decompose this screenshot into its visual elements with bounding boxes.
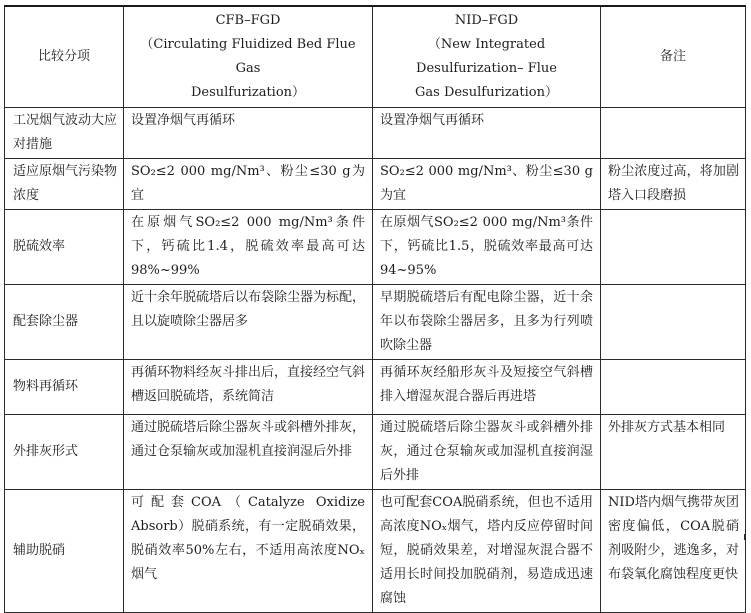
cfb-cell: 设置净烟气再循环	[124, 108, 373, 159]
note-cell	[601, 108, 746, 159]
note-cell	[601, 210, 746, 285]
header-cfb-line1: CFB–FGD	[215, 13, 281, 28]
row-label-cell: 脱硫效率	[5, 210, 124, 285]
cfb-cell: SO₂≤2 000 mg/Nm³、粉尘≤30 g为宜	[124, 159, 373, 210]
header-cfb-line3: Desulfurization）	[190, 85, 306, 100]
header-compare-item: 比较分项	[5, 6, 124, 108]
nid-cell: 设置净烟气再循环	[373, 108, 601, 159]
row-label-cell: 物料再循环	[5, 360, 124, 415]
header-row	[5, 6, 746, 108]
table-row-material-recirculation	[5, 360, 746, 415]
row-label-cell: 工况烟气波动大应对措施	[5, 108, 124, 159]
table-row-desulfurization-efficiency	[5, 210, 746, 285]
header-nid-line2: （New Integrated Desulfurization– Flue	[416, 37, 557, 76]
cfb-cell: 可配套COA（Catalyze Oxidize Absorb）脱硝系统，有一定脱硝效果，脱硝效率50%左右，不适用高浓度NOₓ烟气	[124, 490, 373, 613]
note-cell: 粉尘浓度过高，将加剧塔入口段磨损	[601, 159, 746, 210]
header-remark: 备注	[601, 6, 746, 108]
table-row-matched-dust-collector	[5, 285, 746, 360]
next-row-border-stub	[600, 534, 601, 540]
table-row-pollutant-concentration	[5, 159, 746, 210]
table-row-auxiliary-denitration	[5, 490, 746, 613]
fgd-comparison-table	[4, 5, 746, 613]
table-row-flue-gas-fluctuation	[5, 108, 746, 159]
header-cfb-line2: （Circulating Fluidized Bed Flue Gas	[140, 37, 356, 76]
next-row-border-stub	[744, 534, 745, 540]
row-label-cell: 配套除尘器	[5, 285, 124, 360]
header-cfb-fgd	[124, 6, 373, 108]
next-row-border-stub	[123, 534, 124, 540]
note-cell: NID塔内烟气携带灰团密度偏低，COA脱硝剂吸附少，逃逸多，对布袋氧化腐蚀程度更快	[601, 490, 746, 613]
cfb-cell: 再循环物料经灰斗排出后，直接经空气斜槽返回脱硫塔，系统简洁	[124, 360, 373, 415]
cfb-cell: 近十余年脱硫塔后以布袋除尘器为标配，且以旋喷除尘器居多	[124, 285, 373, 360]
header-nid-fgd	[373, 6, 601, 108]
header-nid-line3: Gas Desulfurization）	[415, 85, 558, 100]
nid-cell: 早期脱硫塔后有配电除尘器，近十余年以布袋除尘器居多，且多为行列喷吹除尘器	[373, 285, 601, 360]
table-row-ash-discharge-form	[5, 415, 746, 490]
next-row-border-stub	[372, 534, 373, 540]
note-cell	[601, 360, 746, 415]
cfb-cell: 通过脱硫塔后除尘器灰斗或斜槽外排灰，通过仓泵输灰或加湿机直接润湿后外排	[124, 415, 373, 490]
note-cell: 外排灰方式基本相同	[601, 415, 746, 490]
row-label-cell: 外排灰形式	[5, 415, 124, 490]
row-label-cell: 适应原烟气污染物浓度	[5, 159, 124, 210]
nid-cell: 在原烟气SO₂≤2 000 mg/Nm³条件下，钙硫比1.5，脱硫效率最高可达94~95%	[373, 210, 601, 285]
next-row-border-stub	[4, 534, 5, 540]
nid-cell: SO₂≤2 000 mg/Nm³、粉尘≤30 g为宜	[373, 159, 601, 210]
nid-cell: 也可配套COA脱硝系统，但也不适用高浓度NOₓ烟气，塔内反应停留时间短，脱硝效果差，对增湿灰混合器不适用长时间投加脱硝剂，易造成迅速腐蚀	[373, 490, 601, 613]
cfb-cell: 在原烟气SO₂≤2 000 mg/Nm³条件下，钙硫比1.4，脱硫效率最高可达98%~99%	[124, 210, 373, 285]
row-label-cell: 辅助脱硝	[5, 490, 124, 613]
header-nid-line1: NID–FGD	[454, 13, 519, 28]
nid-cell: 通过脱硫塔后除尘器灰斗或斜槽外排灰，通过仓泵输灰或加湿机直接润湿后外排	[373, 415, 601, 490]
note-cell	[601, 285, 746, 360]
nid-cell: 再循环灰经船形灰斗及短接空气斜槽排入增湿灰混合器后再进塔	[373, 360, 601, 415]
